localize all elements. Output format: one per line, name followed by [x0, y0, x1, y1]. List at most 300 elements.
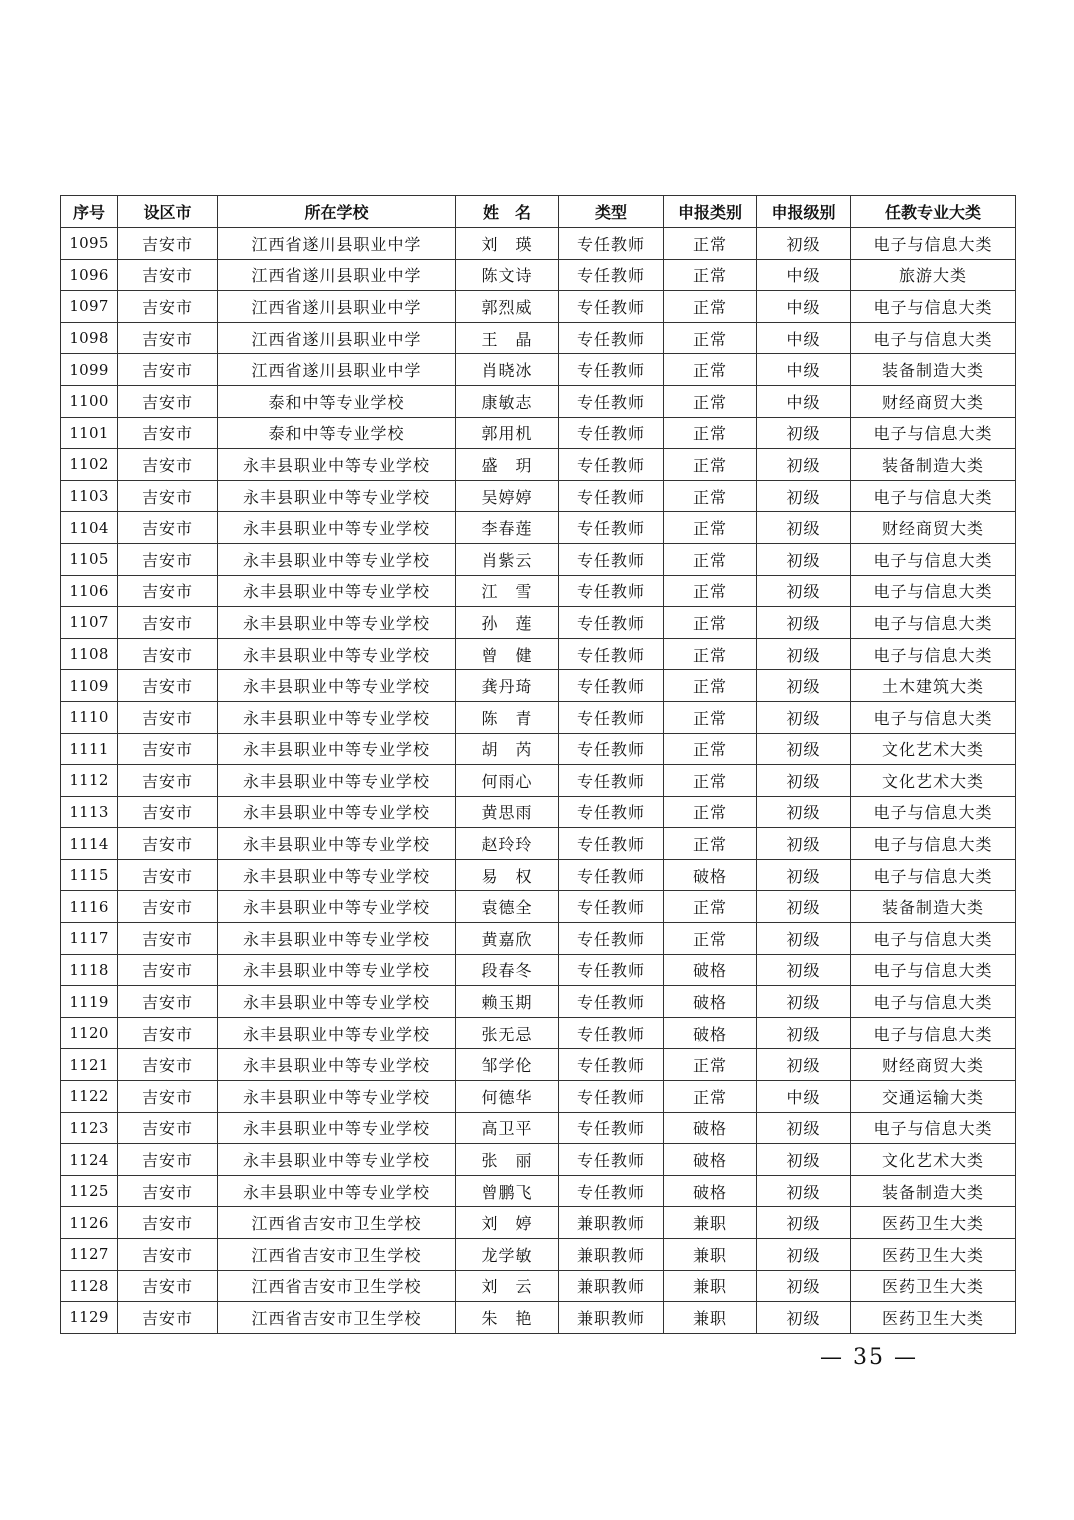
type-cell: 专任教师 — [559, 322, 664, 354]
major-cell: 文化艺术大类 — [851, 1144, 1016, 1176]
serial-cell: 1098 — [61, 322, 118, 354]
serial-cell: 1118 — [61, 954, 118, 986]
city-cell: 吉安市 — [118, 512, 218, 544]
serial-cell: 1105 — [61, 543, 118, 575]
type-cell: 专任教师 — [559, 607, 664, 639]
serial-cell: 1095 — [61, 228, 118, 260]
level-cell: 初级 — [757, 954, 851, 986]
level-cell: 中级 — [757, 385, 851, 417]
level-cell: 初级 — [757, 1302, 851, 1334]
major-cell: 文化艺术大类 — [851, 733, 1016, 765]
table-row — [61, 765, 1016, 797]
type-cell: 专任教师 — [559, 575, 664, 607]
major-cell: 装备制造大类 — [851, 1175, 1016, 1207]
city-cell: 吉安市 — [118, 449, 218, 481]
level-cell: 初级 — [757, 828, 851, 860]
city-cell: 吉安市 — [118, 543, 218, 575]
city-cell: 吉安市 — [118, 670, 218, 702]
table-row — [61, 1049, 1016, 1081]
level-cell: 初级 — [757, 1207, 851, 1239]
major-cell: 电子与信息大类 — [851, 543, 1016, 575]
type-cell: 专任教师 — [559, 891, 664, 923]
header-serial: 序号 — [61, 196, 118, 228]
category-cell: 正常 — [664, 923, 757, 955]
serial-cell: 1115 — [61, 859, 118, 891]
category-cell: 正常 — [664, 638, 757, 670]
school-cell: 永丰县职业中等专业学校 — [218, 1112, 456, 1144]
city-cell: 吉安市 — [118, 701, 218, 733]
city-cell: 吉安市 — [118, 385, 218, 417]
city-cell: 吉安市 — [118, 228, 218, 260]
level-cell: 中级 — [757, 1081, 851, 1113]
type-cell: 专任教师 — [559, 923, 664, 955]
header-application-level: 申报级别 — [757, 196, 851, 228]
major-cell: 医药卫生大类 — [851, 1302, 1016, 1334]
serial-cell: 1129 — [61, 1302, 118, 1334]
name-cell: 刘 云 — [456, 1270, 559, 1302]
type-cell: 专任教师 — [559, 449, 664, 481]
table-row — [61, 291, 1016, 323]
level-cell: 初级 — [757, 1017, 851, 1049]
city-cell: 吉安市 — [118, 1207, 218, 1239]
level-cell: 初级 — [757, 607, 851, 639]
table-row — [61, 954, 1016, 986]
table-row — [61, 1081, 1016, 1113]
category-cell: 正常 — [664, 733, 757, 765]
level-cell: 初级 — [757, 765, 851, 797]
city-cell: 吉安市 — [118, 954, 218, 986]
school-cell: 江西省遂川县职业中学 — [218, 291, 456, 323]
category-cell: 正常 — [664, 828, 757, 860]
city-cell: 吉安市 — [118, 291, 218, 323]
table-row — [61, 670, 1016, 702]
table-row — [61, 607, 1016, 639]
level-cell: 初级 — [757, 638, 851, 670]
level-cell: 初级 — [757, 733, 851, 765]
level-cell: 初级 — [757, 543, 851, 575]
school-cell: 永丰县职业中等专业学校 — [218, 1017, 456, 1049]
name-cell: 高卫平 — [456, 1112, 559, 1144]
level-cell: 初级 — [757, 1049, 851, 1081]
header-type: 类型 — [559, 196, 664, 228]
table-row — [61, 575, 1016, 607]
major-cell: 电子与信息大类 — [851, 322, 1016, 354]
serial-cell: 1121 — [61, 1049, 118, 1081]
page-number: — 35 — — [820, 1345, 918, 1370]
name-cell: 曾 健 — [456, 638, 559, 670]
name-cell: 吴婷婷 — [456, 480, 559, 512]
school-cell: 永丰县职业中等专业学校 — [218, 859, 456, 891]
table-row — [61, 1017, 1016, 1049]
school-cell: 永丰县职业中等专业学校 — [218, 765, 456, 797]
serial-cell: 1122 — [61, 1081, 118, 1113]
level-cell: 初级 — [757, 701, 851, 733]
table-row — [61, 923, 1016, 955]
type-cell: 专任教师 — [559, 354, 664, 386]
table-row — [61, 891, 1016, 923]
name-cell: 何德华 — [456, 1081, 559, 1113]
serial-cell: 1124 — [61, 1144, 118, 1176]
type-cell: 专任教师 — [559, 733, 664, 765]
major-cell: 交通运输大类 — [851, 1081, 1016, 1113]
major-cell: 装备制造大类 — [851, 449, 1016, 481]
category-cell: 破格 — [664, 1112, 757, 1144]
school-cell: 永丰县职业中等专业学校 — [218, 638, 456, 670]
level-cell: 初级 — [757, 986, 851, 1018]
category-cell: 破格 — [664, 954, 757, 986]
school-cell: 永丰县职业中等专业学校 — [218, 796, 456, 828]
name-cell: 黄思雨 — [456, 796, 559, 828]
city-cell: 吉安市 — [118, 575, 218, 607]
school-cell: 江西省遂川县职业中学 — [218, 228, 456, 260]
name-cell: 肖晓冰 — [456, 354, 559, 386]
school-cell: 永丰县职业中等专业学校 — [218, 923, 456, 955]
type-cell: 专任教师 — [559, 670, 664, 702]
header-major-category: 任教专业大类 — [851, 196, 1016, 228]
city-cell: 吉安市 — [118, 986, 218, 1018]
serial-cell: 1108 — [61, 638, 118, 670]
major-cell: 电子与信息大类 — [851, 638, 1016, 670]
school-cell: 永丰县职业中等专业学校 — [218, 1081, 456, 1113]
serial-cell: 1126 — [61, 1207, 118, 1239]
header-school: 所在学校 — [218, 196, 456, 228]
city-cell: 吉安市 — [118, 796, 218, 828]
serial-cell: 1113 — [61, 796, 118, 828]
level-cell: 初级 — [757, 228, 851, 260]
major-cell: 电子与信息大类 — [851, 480, 1016, 512]
type-cell: 专任教师 — [559, 480, 664, 512]
type-cell: 专任教师 — [559, 954, 664, 986]
category-cell: 正常 — [664, 228, 757, 260]
city-cell: 吉安市 — [118, 1302, 218, 1334]
name-cell: 郭烈威 — [456, 291, 559, 323]
city-cell: 吉安市 — [118, 638, 218, 670]
level-cell: 中级 — [757, 259, 851, 291]
name-cell: 陈 青 — [456, 701, 559, 733]
level-cell: 中级 — [757, 354, 851, 386]
city-cell: 吉安市 — [118, 1239, 218, 1271]
name-cell: 龚丹琦 — [456, 670, 559, 702]
major-cell: 电子与信息大类 — [851, 796, 1016, 828]
name-cell: 张无忌 — [456, 1017, 559, 1049]
serial-cell: 1097 — [61, 291, 118, 323]
table-row — [61, 1144, 1016, 1176]
table-row — [61, 512, 1016, 544]
city-cell: 吉安市 — [118, 1175, 218, 1207]
level-cell: 初级 — [757, 670, 851, 702]
city-cell: 吉安市 — [118, 765, 218, 797]
level-cell: 初级 — [757, 1175, 851, 1207]
level-cell: 初级 — [757, 1144, 851, 1176]
type-cell: 专任教师 — [559, 796, 664, 828]
category-cell: 正常 — [664, 291, 757, 323]
level-cell: 初级 — [757, 512, 851, 544]
name-cell: 龙学敏 — [456, 1239, 559, 1271]
category-cell: 正常 — [664, 417, 757, 449]
major-cell: 电子与信息大类 — [851, 291, 1016, 323]
table-row — [61, 1207, 1016, 1239]
table-row — [61, 322, 1016, 354]
category-cell: 正常 — [664, 765, 757, 797]
type-cell: 专任教师 — [559, 1144, 664, 1176]
major-cell: 财经商贸大类 — [851, 512, 1016, 544]
table-row — [61, 1239, 1016, 1271]
type-cell: 兼职教师 — [559, 1207, 664, 1239]
name-cell: 易 权 — [456, 859, 559, 891]
major-cell: 文化艺术大类 — [851, 765, 1016, 797]
header-city: 设区市 — [118, 196, 218, 228]
school-cell: 永丰县职业中等专业学校 — [218, 449, 456, 481]
name-cell: 王 晶 — [456, 322, 559, 354]
name-cell: 陈文诗 — [456, 259, 559, 291]
level-cell: 初级 — [757, 1112, 851, 1144]
major-cell: 电子与信息大类 — [851, 701, 1016, 733]
school-cell: 永丰县职业中等专业学校 — [218, 1175, 456, 1207]
serial-cell: 1101 — [61, 417, 118, 449]
major-cell: 电子与信息大类 — [851, 923, 1016, 955]
category-cell: 兼职 — [664, 1302, 757, 1334]
school-cell: 永丰县职业中等专业学校 — [218, 670, 456, 702]
major-cell: 装备制造大类 — [851, 354, 1016, 386]
city-cell: 吉安市 — [118, 1081, 218, 1113]
name-cell: 胡 芮 — [456, 733, 559, 765]
serial-cell: 1110 — [61, 701, 118, 733]
level-cell: 初级 — [757, 923, 851, 955]
major-cell: 医药卫生大类 — [851, 1239, 1016, 1271]
city-cell: 吉安市 — [118, 354, 218, 386]
serial-cell: 1127 — [61, 1239, 118, 1271]
category-cell: 正常 — [664, 480, 757, 512]
category-cell: 正常 — [664, 259, 757, 291]
type-cell: 专任教师 — [559, 1175, 664, 1207]
type-cell: 专任教师 — [559, 543, 664, 575]
serial-cell: 1120 — [61, 1017, 118, 1049]
table-row — [61, 1112, 1016, 1144]
type-cell: 专任教师 — [559, 417, 664, 449]
school-cell: 永丰县职业中等专业学校 — [218, 543, 456, 575]
category-cell: 正常 — [664, 670, 757, 702]
category-cell: 破格 — [664, 1175, 757, 1207]
city-cell: 吉安市 — [118, 1049, 218, 1081]
level-cell: 初级 — [757, 575, 851, 607]
table-row — [61, 828, 1016, 860]
serial-cell: 1099 — [61, 354, 118, 386]
name-cell: 何雨心 — [456, 765, 559, 797]
name-cell: 邹学伦 — [456, 1049, 559, 1081]
major-cell: 电子与信息大类 — [851, 417, 1016, 449]
major-cell: 财经商贸大类 — [851, 385, 1016, 417]
category-cell: 兼职 — [664, 1207, 757, 1239]
serial-cell: 1125 — [61, 1175, 118, 1207]
category-cell: 正常 — [664, 354, 757, 386]
category-cell: 正常 — [664, 575, 757, 607]
table-row — [61, 859, 1016, 891]
name-cell: 康敏志 — [456, 385, 559, 417]
category-cell: 正常 — [664, 512, 757, 544]
category-cell: 正常 — [664, 1081, 757, 1113]
table-row — [61, 1175, 1016, 1207]
type-cell: 专任教师 — [559, 765, 664, 797]
name-cell: 肖紫云 — [456, 543, 559, 575]
category-cell: 正常 — [664, 701, 757, 733]
teacher-list-table — [60, 195, 1016, 1334]
level-cell: 初级 — [757, 1270, 851, 1302]
major-cell: 电子与信息大类 — [851, 228, 1016, 260]
city-cell: 吉安市 — [118, 891, 218, 923]
name-cell: 李春莲 — [456, 512, 559, 544]
major-cell: 电子与信息大类 — [851, 954, 1016, 986]
category-cell: 正常 — [664, 796, 757, 828]
type-cell: 兼职教师 — [559, 1270, 664, 1302]
school-cell: 江西省吉安市卫生学校 — [218, 1239, 456, 1271]
city-cell: 吉安市 — [118, 733, 218, 765]
school-cell: 江西省吉安市卫生学校 — [218, 1207, 456, 1239]
type-cell: 专任教师 — [559, 986, 664, 1018]
school-cell: 永丰县职业中等专业学校 — [218, 512, 456, 544]
serial-cell: 1102 — [61, 449, 118, 481]
school-cell: 江西省遂川县职业中学 — [218, 322, 456, 354]
name-cell: 盛 玥 — [456, 449, 559, 481]
header-application-category: 申报类别 — [664, 196, 757, 228]
level-cell: 初级 — [757, 1239, 851, 1271]
type-cell: 专任教师 — [559, 1049, 664, 1081]
name-cell: 黄嘉欣 — [456, 923, 559, 955]
school-cell: 江西省吉安市卫生学校 — [218, 1270, 456, 1302]
level-cell: 中级 — [757, 291, 851, 323]
type-cell: 专任教师 — [559, 1017, 664, 1049]
city-cell: 吉安市 — [118, 322, 218, 354]
type-cell: 专任教师 — [559, 638, 664, 670]
city-cell: 吉安市 — [118, 828, 218, 860]
school-cell: 泰和中等专业学校 — [218, 385, 456, 417]
serial-cell: 1106 — [61, 575, 118, 607]
major-cell: 电子与信息大类 — [851, 607, 1016, 639]
city-cell: 吉安市 — [118, 859, 218, 891]
type-cell: 兼职教师 — [559, 1239, 664, 1271]
name-cell: 赵玲玲 — [456, 828, 559, 860]
major-cell: 电子与信息大类 — [851, 859, 1016, 891]
school-cell: 泰和中等专业学校 — [218, 417, 456, 449]
level-cell: 初级 — [757, 796, 851, 828]
table-row — [61, 796, 1016, 828]
serial-cell: 1104 — [61, 512, 118, 544]
serial-cell: 1123 — [61, 1112, 118, 1144]
level-cell: 初级 — [757, 449, 851, 481]
table-row — [61, 986, 1016, 1018]
name-cell: 张 丽 — [456, 1144, 559, 1176]
name-cell: 郭用机 — [456, 417, 559, 449]
type-cell: 专任教师 — [559, 828, 664, 860]
school-cell: 永丰县职业中等专业学校 — [218, 480, 456, 512]
serial-cell: 1103 — [61, 480, 118, 512]
category-cell: 正常 — [664, 1049, 757, 1081]
school-cell: 永丰县职业中等专业学校 — [218, 986, 456, 1018]
serial-cell: 1112 — [61, 765, 118, 797]
school-cell: 江西省遂川县职业中学 — [218, 354, 456, 386]
name-cell: 袁德全 — [456, 891, 559, 923]
school-cell: 永丰县职业中等专业学校 — [218, 828, 456, 860]
major-cell: 医药卫生大类 — [851, 1207, 1016, 1239]
type-cell: 专任教师 — [559, 701, 664, 733]
table-body — [61, 228, 1016, 1334]
table-row — [61, 417, 1016, 449]
type-cell: 专任教师 — [559, 859, 664, 891]
name-cell: 曾鹏飞 — [456, 1175, 559, 1207]
category-cell: 破格 — [664, 1017, 757, 1049]
school-cell: 永丰县职业中等专业学校 — [218, 575, 456, 607]
level-cell: 初级 — [757, 417, 851, 449]
school-cell: 江西省遂川县职业中学 — [218, 259, 456, 291]
category-cell: 破格 — [664, 1144, 757, 1176]
serial-cell: 1128 — [61, 1270, 118, 1302]
major-cell: 电子与信息大类 — [851, 986, 1016, 1018]
type-cell: 专任教师 — [559, 512, 664, 544]
category-cell: 破格 — [664, 986, 757, 1018]
table-row — [61, 1270, 1016, 1302]
name-cell: 孙 莲 — [456, 607, 559, 639]
major-cell: 电子与信息大类 — [851, 1017, 1016, 1049]
school-cell: 永丰县职业中等专业学校 — [218, 891, 456, 923]
table-row — [61, 543, 1016, 575]
table-row — [61, 385, 1016, 417]
type-cell: 专任教师 — [559, 291, 664, 323]
major-cell: 医药卫生大类 — [851, 1270, 1016, 1302]
category-cell: 正常 — [664, 891, 757, 923]
header-name: 姓 名 — [456, 196, 559, 228]
serial-cell: 1116 — [61, 891, 118, 923]
major-cell: 旅游大类 — [851, 259, 1016, 291]
major-cell: 电子与信息大类 — [851, 575, 1016, 607]
serial-cell: 1109 — [61, 670, 118, 702]
category-cell: 正常 — [664, 543, 757, 575]
type-cell: 专任教师 — [559, 259, 664, 291]
name-cell: 刘 婷 — [456, 1207, 559, 1239]
city-cell: 吉安市 — [118, 923, 218, 955]
city-cell: 吉安市 — [118, 607, 218, 639]
table-row — [61, 1302, 1016, 1334]
serial-cell: 1111 — [61, 733, 118, 765]
category-cell: 兼职 — [664, 1239, 757, 1271]
major-cell: 装备制造大类 — [851, 891, 1016, 923]
serial-cell: 1100 — [61, 385, 118, 417]
table-row — [61, 354, 1016, 386]
table-row — [61, 701, 1016, 733]
school-cell: 永丰县职业中等专业学校 — [218, 607, 456, 639]
serial-cell: 1096 — [61, 259, 118, 291]
serial-cell: 1107 — [61, 607, 118, 639]
category-cell: 正常 — [664, 385, 757, 417]
name-cell: 赖玉期 — [456, 986, 559, 1018]
major-cell: 电子与信息大类 — [851, 828, 1016, 860]
serial-cell: 1114 — [61, 828, 118, 860]
level-cell: 初级 — [757, 480, 851, 512]
level-cell: 中级 — [757, 322, 851, 354]
category-cell: 正常 — [664, 607, 757, 639]
name-cell: 刘 瑛 — [456, 228, 559, 260]
name-cell: 江 雪 — [456, 575, 559, 607]
table-row — [61, 733, 1016, 765]
name-cell: 朱 艳 — [456, 1302, 559, 1334]
name-cell: 段春冬 — [456, 954, 559, 986]
type-cell: 专任教师 — [559, 228, 664, 260]
level-cell: 初级 — [757, 891, 851, 923]
type-cell: 专任教师 — [559, 385, 664, 417]
table-row — [61, 638, 1016, 670]
school-cell: 永丰县职业中等专业学校 — [218, 733, 456, 765]
type-cell: 专任教师 — [559, 1081, 664, 1113]
city-cell: 吉安市 — [118, 417, 218, 449]
table-row — [61, 480, 1016, 512]
